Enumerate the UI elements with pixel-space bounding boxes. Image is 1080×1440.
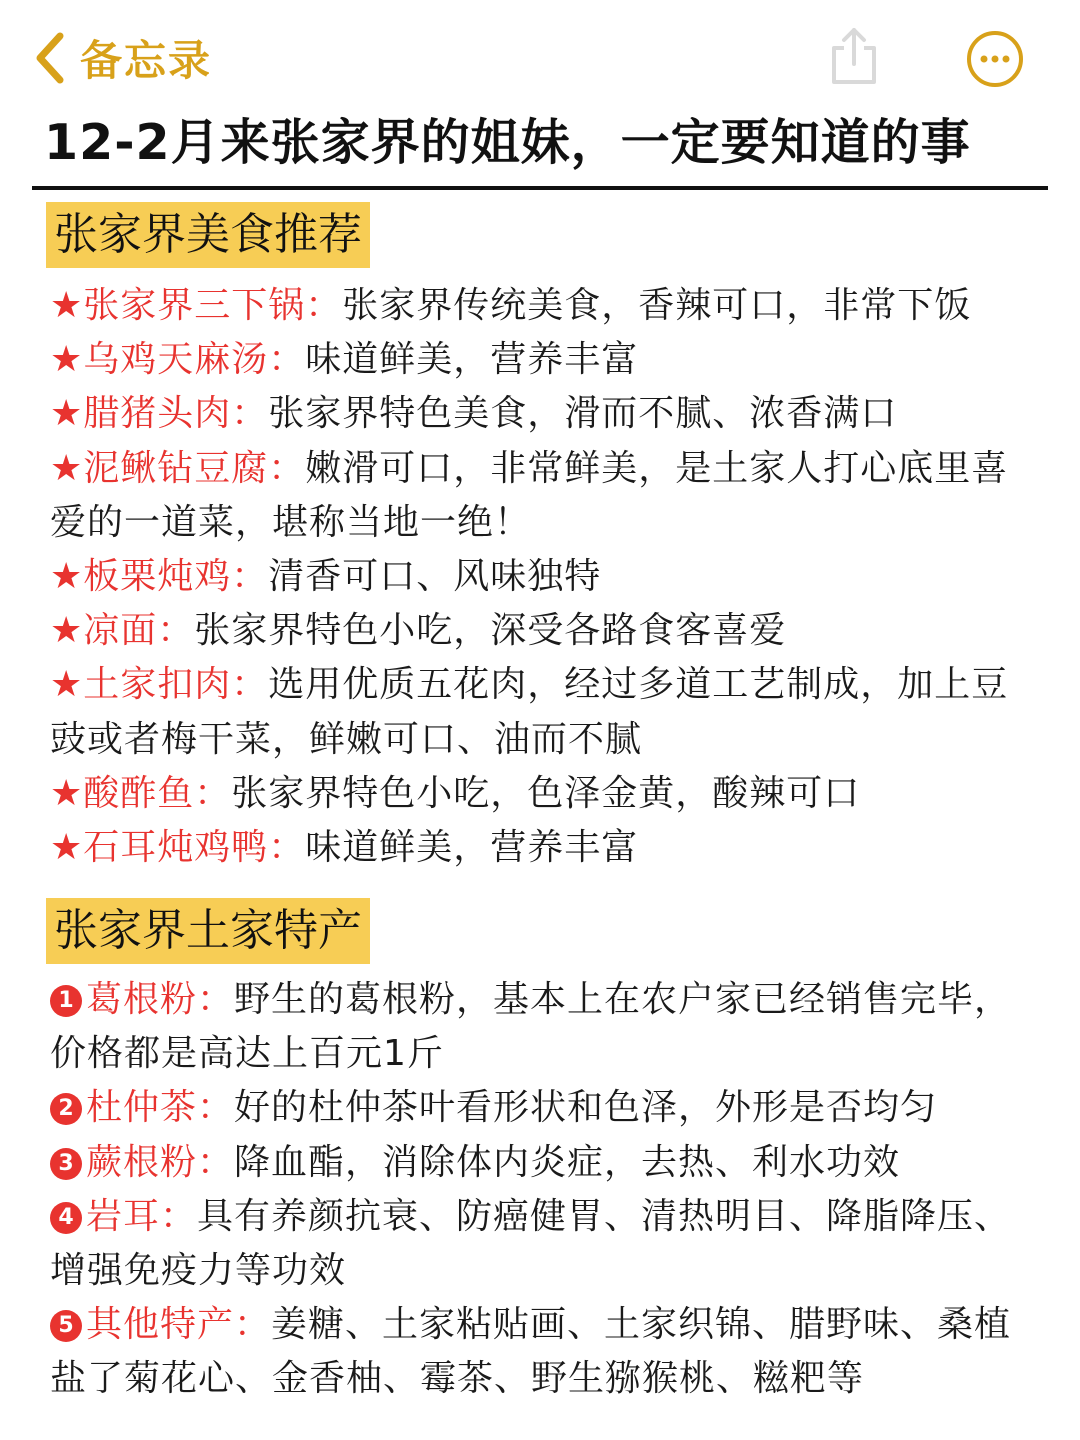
- list-item: [50, 333, 1040, 387]
- specialty-section-heading: 张家界土家特产: [46, 898, 370, 964]
- back-label: 备忘录: [80, 36, 213, 85]
- item-description: 味道鲜美，营养丰富: [305, 339, 639, 381]
- item-name: 酸酢鱼：: [83, 772, 232, 814]
- star-marker: ★: [50, 285, 84, 326]
- item-name: 其他特产：: [86, 1304, 272, 1346]
- item-name: 石耳炖鸡鸭：: [83, 827, 306, 869]
- item-description: 好的杜仲茶叶看形状和色泽，外形是否均匀: [234, 1087, 938, 1129]
- share-icon: [826, 24, 882, 88]
- item-description: 张家界特色小吃，深受各路食客喜爱: [194, 610, 787, 652]
- list-item: [50, 821, 1040, 875]
- item-name: 岩耳：: [86, 1195, 198, 1237]
- item-name: 板栗炖鸡：: [83, 556, 269, 598]
- list-item: [50, 1190, 1040, 1298]
- item-name: 张家界三下锅：: [83, 285, 343, 326]
- star-marker: ★: [50, 339, 84, 381]
- food-section-heading: 张家界美食推荐: [46, 202, 370, 268]
- list-item: [50, 442, 1040, 550]
- item-description: 具有养颜抗衰、防癌健胃、清热明目、降脂降压、增强免疫力等功效: [50, 1195, 1012, 1292]
- item-name: 葛根粉：: [86, 979, 235, 1020]
- star-marker: ★: [50, 556, 84, 598]
- item-name: 土家扣肉：: [83, 664, 269, 706]
- item-name: 凉面：: [83, 610, 195, 652]
- specialty-list: [50, 973, 1040, 1407]
- list-item: [50, 550, 1040, 604]
- item-description: 张家界传统美食，香辣可口，非常下饭: [342, 285, 972, 326]
- more-options-button[interactable]: [966, 30, 1024, 88]
- star-marker: ★: [50, 610, 84, 652]
- number-badge: 2: [50, 1093, 82, 1125]
- item-description: 降血酯，消除体内炎症，去热、利水功效: [234, 1141, 901, 1183]
- list-item: [50, 387, 1040, 441]
- item-description: 嫩滑可口，非常鲜美，是土家人打心底里喜爱的一道菜，堪称当地一绝！: [50, 447, 1009, 543]
- title-divider: [32, 186, 1048, 190]
- list-item: [50, 973, 1040, 1081]
- top-nav-bar: [0, 0, 1080, 110]
- star-marker: ★: [50, 827, 84, 869]
- item-name: 蕨根粉：: [86, 1141, 235, 1183]
- food-list: [50, 279, 1040, 875]
- number-badge: 4: [50, 1202, 82, 1234]
- list-item: [50, 658, 1040, 766]
- back-button[interactable]: [30, 28, 212, 88]
- item-description: 味道鲜美，营养丰富: [305, 827, 639, 869]
- item-name: 乌鸡天麻汤：: [83, 339, 306, 381]
- number-badge: 1: [50, 985, 82, 1017]
- item-name: 杜仲茶：: [86, 1087, 235, 1129]
- star-marker: ★: [50, 447, 84, 489]
- ellipsis-circle-icon: [966, 30, 1024, 88]
- share-button[interactable]: [826, 24, 882, 88]
- list-item: [50, 1298, 1040, 1406]
- chevron-left-icon: [30, 30, 70, 86]
- item-name: 腊猪头肉：: [83, 393, 269, 435]
- list-item: [50, 1136, 1040, 1190]
- star-marker: ★: [50, 393, 84, 435]
- note-title: 12-2月来张家界的姐妹，一定要知道的事: [44, 114, 971, 171]
- item-description: 张家界特色小吃，色泽金黄，酸辣可口: [231, 772, 861, 814]
- item-description: 选用优质五花肉，经过多道工艺制成，加上豆豉或者梅干菜，鲜嫩可口、油而不腻: [50, 664, 1009, 760]
- list-item: [50, 604, 1040, 658]
- list-item: [50, 279, 1040, 333]
- item-name: 泥鳅钻豆腐：: [83, 447, 306, 489]
- number-badge: 3: [50, 1148, 82, 1180]
- list-item: [50, 767, 1040, 821]
- item-description: 清香可口、风味独特: [268, 556, 602, 598]
- item-description: 姜糖、土家粘贴画、土家织锦、腊野味、桑植盐了菊花心、金香柚、霉茶、野生猕猴桃、糍粑等: [50, 1304, 1012, 1400]
- star-marker: ★: [50, 664, 84, 706]
- star-marker: ★: [50, 772, 84, 814]
- list-item: [50, 1081, 1040, 1135]
- number-badge: 5: [50, 1310, 82, 1342]
- item-description: 野生的葛根粉，基本上在农户家已经销售完毕，价格都是高达上百元1斤: [50, 979, 1012, 1075]
- item-description: 张家界特色美食，滑而不腻、浓香满口: [268, 393, 898, 435]
